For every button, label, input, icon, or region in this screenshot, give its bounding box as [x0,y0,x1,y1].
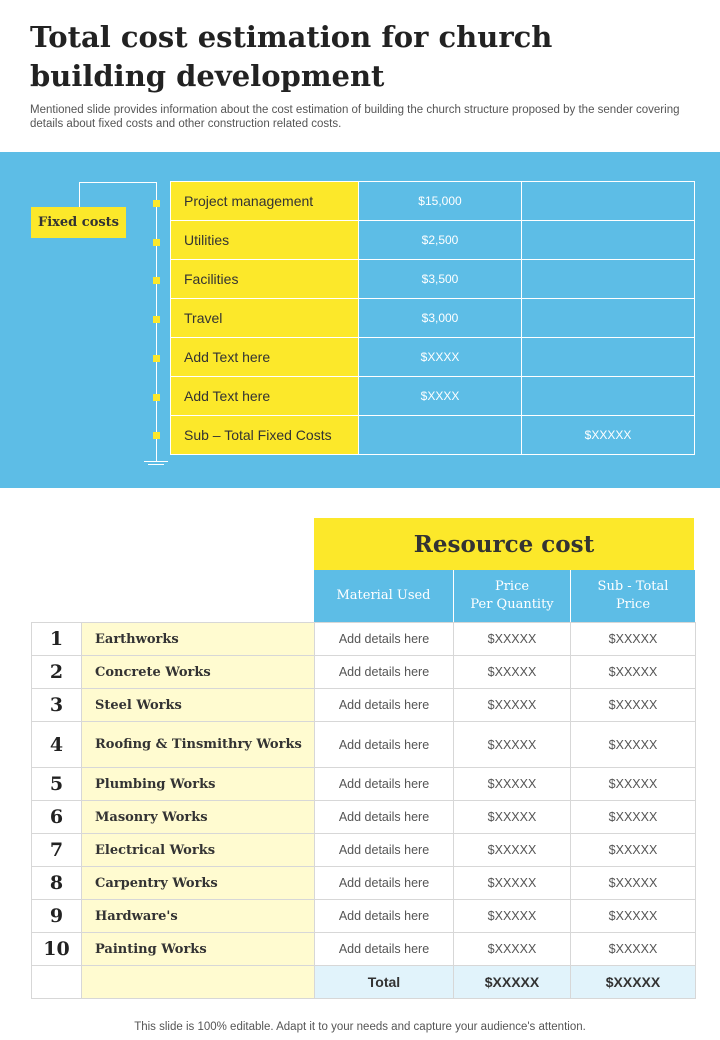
fixed-cost-empty [522,338,695,377]
subtotal-cell: $XXXXX [571,834,696,867]
subtotal-cell: $XXXXX [571,722,696,768]
fixed-cost-value: $XXXX [359,377,522,416]
material-used-cell: Add details here [315,768,454,801]
resource-cost-table [31,622,696,999]
row-number: 1 [32,623,82,656]
total-empty [32,966,82,999]
material-used-cell: Add details here [315,656,454,689]
row-number: 9 [32,900,82,933]
work-name: Hardware's [82,900,315,933]
work-name: Painting Works [82,933,315,966]
bracket-end [144,461,168,462]
resource-row [32,656,696,689]
row-number: 7 [32,834,82,867]
subtotal-label: Sub – Total Fixed Costs [171,416,359,455]
fixed-cost-value: $3,500 [359,260,522,299]
work-name: Steel Works [82,689,315,722]
material-used-cell: Add details here [315,801,454,834]
fixed-cost-item: Add Text here [171,377,359,416]
resource-row [32,867,696,900]
fixed-cost-row [171,299,695,338]
header-material-used: Material Used [314,570,453,622]
row-number: 6 [32,801,82,834]
resource-row [32,623,696,656]
fixed-cost-value: $15,000 [359,182,522,221]
fixed-cost-item: Travel [171,299,359,338]
fixed-cost-value: $3,000 [359,299,522,338]
connector-dot [153,316,160,323]
work-name: Plumbing Works [82,768,315,801]
total-empty [82,966,315,999]
fixed-cost-row [171,338,695,377]
fixed-cost-empty [522,260,695,299]
work-name: Electrical Works [82,834,315,867]
fixed-cost-item: Project management [171,182,359,221]
fixed-cost-row [171,221,695,260]
work-name: Carpentry Works [82,867,315,900]
price-cell: $XXXXX [454,801,571,834]
work-name: Roofing & Tinsmithry Works [82,722,315,768]
material-used-cell: Add details here [315,834,454,867]
fixed-cost-item: Facilities [171,260,359,299]
connector-dot [153,394,160,401]
page-subtitle: Mentioned slide provides information about the cost estimation of building the church structure proposed by the sender covering details about fixed costs and other construction related costs. [30,104,680,130]
bracket-end [148,464,164,465]
row-number: 5 [32,768,82,801]
resource-row [32,834,696,867]
resource-row [32,722,696,768]
material-used-cell: Add details here [315,900,454,933]
subtotal-cell: $XXXXX [571,623,696,656]
subtotal-cell: $XXXXX [571,689,696,722]
fixed-cost-row [171,182,695,221]
row-number: 2 [32,656,82,689]
header-sub-total-price: Sub - Total Price [571,570,695,622]
resource-cost-title: Resource cost [314,518,694,570]
price-cell: $XXXXX [454,900,571,933]
subtotal-cell: $XXXXX [571,768,696,801]
work-name: Concrete Works [82,656,315,689]
fixed-cost-empty [522,182,695,221]
fixed-cost-item: Utilities [171,221,359,260]
material-used-cell: Add details here [315,722,454,768]
material-used-cell: Add details here [315,689,454,722]
connector-dot [153,355,160,362]
fixed-cost-item: Add Text here [171,338,359,377]
price-cell: $XXXXX [454,867,571,900]
subtotal-cell: $XXXXX [571,656,696,689]
fixed-costs-table [170,181,695,455]
work-name: Masonry Works [82,801,315,834]
price-cell: $XXXXX [454,623,571,656]
row-number: 3 [32,689,82,722]
price-cell: $XXXXX [454,834,571,867]
total-row [32,966,696,999]
resource-row [32,689,696,722]
subtotal-cell: $XXXXX [571,867,696,900]
subtotal-value: $XXXXX [522,416,695,455]
price-cell: $XXXXX [454,689,571,722]
subtotal-empty [359,416,522,455]
bracket-line [79,182,80,207]
subtotal-cell: $XXXXX [571,933,696,966]
header-price-per-quantity: Price Per Quantity [454,570,570,622]
connector-dot [153,277,160,284]
total-subtotal: $XXXXX [571,966,696,999]
material-used-cell: Add details here [315,623,454,656]
connector-dot [153,200,160,207]
total-price: $XXXXX [454,966,571,999]
total-label: Total [315,966,454,999]
resource-row [32,801,696,834]
fixed-cost-value: $2,500 [359,221,522,260]
fixed-costs-label: Fixed costs [31,207,126,238]
footer-note: This slide is 100% editable. Adapt it to your needs and capture your audience's attention. [134,1021,586,1033]
row-number: 8 [32,867,82,900]
price-cell: $XXXXX [454,656,571,689]
row-number: 4 [32,722,82,768]
fixed-cost-empty [522,299,695,338]
fixed-cost-row [171,260,695,299]
fixed-cost-row [171,377,695,416]
price-cell: $XXXXX [454,722,571,768]
connector-dot [153,432,160,439]
fixed-cost-empty [522,221,695,260]
subtotal-cell: $XXXXX [571,900,696,933]
fixed-cost-value: $XXXX [359,338,522,377]
price-cell: $XXXXX [454,768,571,801]
work-name: Earthworks [82,623,315,656]
resource-row [32,933,696,966]
row-number: 10 [32,933,82,966]
material-used-cell: Add details here [315,867,454,900]
bracket-line [79,182,156,183]
resource-row [32,768,696,801]
material-used-cell: Add details here [315,933,454,966]
fixed-cost-subtotal-row [171,416,695,455]
connector-dot [153,239,160,246]
price-cell: $XXXXX [454,933,571,966]
subtotal-cell: $XXXXX [571,801,696,834]
fixed-cost-empty [522,377,695,416]
page-title: Total cost estimation for church building development [30,20,553,93]
resource-row [32,900,696,933]
